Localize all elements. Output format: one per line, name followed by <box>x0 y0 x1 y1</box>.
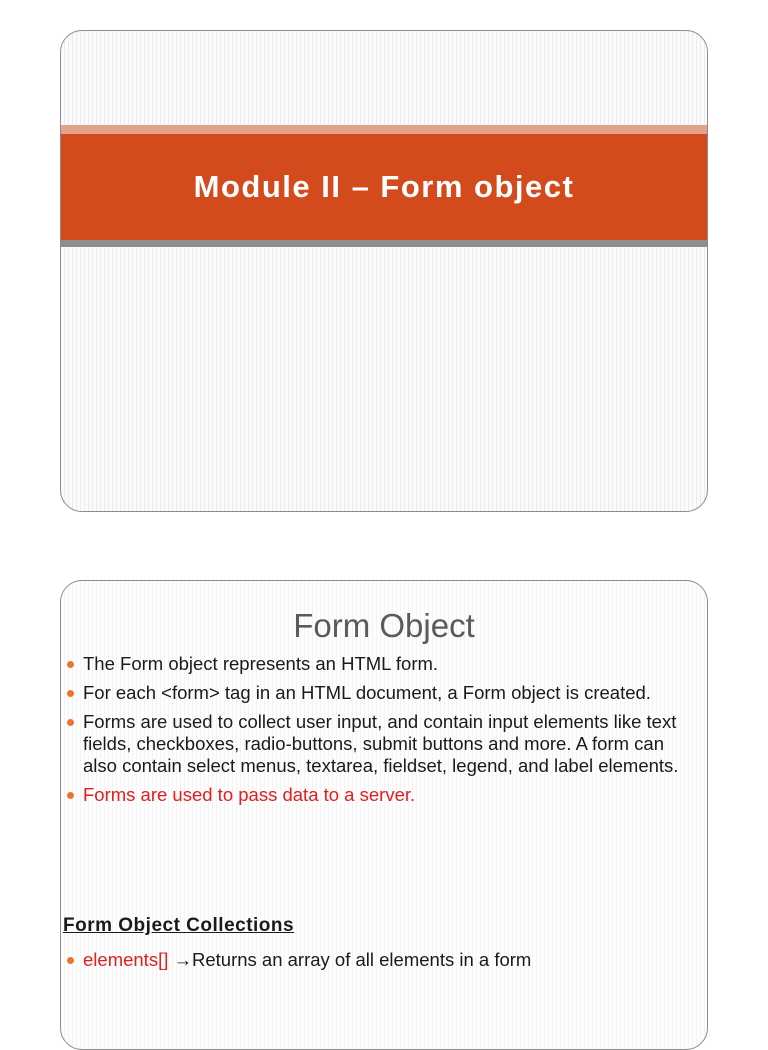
bullet-text: For each <form> tag in an HTML document, a Form object is created. <box>83 682 651 703</box>
bullet-text: The Form object represents an HTML form. <box>83 653 439 674</box>
bullet-item <box>61 711 697 777</box>
bullet-list <box>61 653 697 813</box>
slide-title: Module II – Form object <box>193 169 575 204</box>
bullet-dot-icon <box>67 719 74 726</box>
title-slide <box>60 30 708 512</box>
right-arrow-icon: → <box>173 949 192 970</box>
section-heading: Form Object Collections <box>63 915 295 936</box>
bullet-item-highlight <box>61 784 697 806</box>
bullet-item <box>61 682 697 704</box>
collection-item <box>61 949 697 971</box>
collection-name: elements[] <box>83 949 169 970</box>
bullet-dot-icon <box>67 792 74 799</box>
bullet-dot-icon <box>67 690 74 697</box>
title-band-shadow <box>61 240 707 247</box>
bullet-text: Forms are used to collect user input, and contain input elements like text fields, checkboxes, radio-buttons, submit buttons and more. A form can also contain select menus, textarea, fieldset, legend, and label elements. <box>83 711 679 776</box>
bullet-text-highlight: Forms are used to pass data to a server. <box>83 784 416 805</box>
content-slide <box>60 580 708 1050</box>
title-band-accent <box>61 125 707 134</box>
content-slide-title: Form Object <box>293 607 475 644</box>
bullet-dot-icon <box>67 957 74 964</box>
collection-description: Returns an array of all elements in a form <box>192 949 532 970</box>
bullet-item <box>61 653 697 675</box>
bullet-dot-icon <box>67 661 74 668</box>
collection-list <box>61 949 697 971</box>
